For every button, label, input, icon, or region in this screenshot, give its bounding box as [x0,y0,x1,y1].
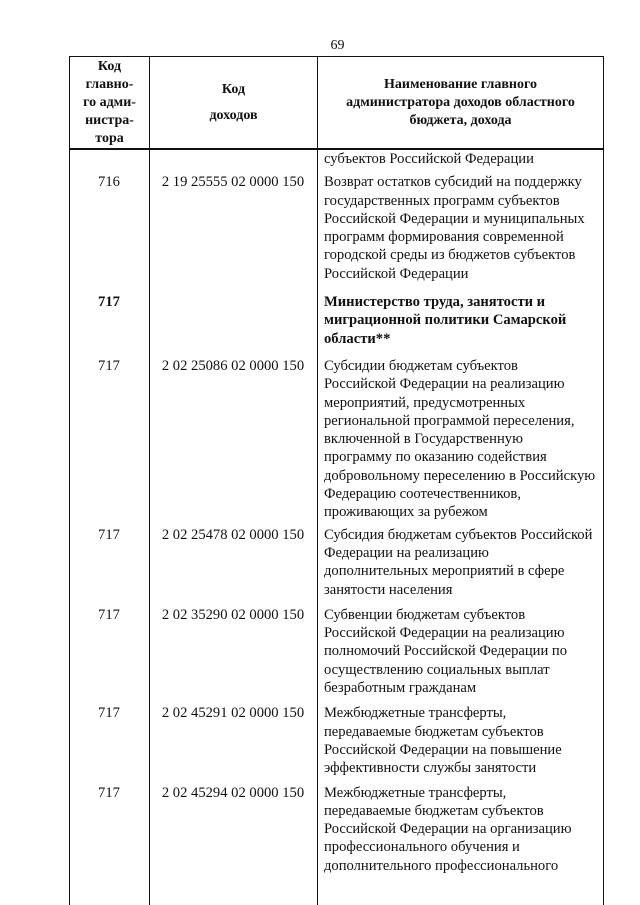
description-line: Министерство труда, занятости и [324,294,546,311]
page-number: 69 [330,38,345,53]
description-line: Российской Федерации на реализацию [324,376,565,393]
description-line: городской среды из бюджетов субъектов [324,247,576,264]
table-body [69,150,604,875]
income-code-cell: 2 02 35290 02 0000 150 [161,606,305,623]
description-line: мероприятий, предусмотренных [324,394,526,411]
description-line: Межбюджетные трансферты, [324,705,507,722]
description-line: осуществлению социальных выплат [324,661,550,678]
description-line: программ формирования современной [324,229,564,246]
admin-code-cell: 717 [98,357,120,374]
description-line: Возврат остатков субсидий на поддержку [324,174,582,191]
header-admin-line: нистра- [85,112,134,128]
income-code-cell: 2 02 25478 02 0000 150 [161,526,305,543]
table-row [69,293,604,348]
description-line: программу по оказанию содействия [324,449,547,466]
table-row [69,526,604,599]
header-income-line: Код [221,81,246,97]
table-row [69,150,604,168]
description-line: миграционной политики Самарской [324,312,567,329]
table-row [69,357,604,522]
header-income-line: доходов [209,107,258,123]
header-name [318,57,603,148]
description-cell [317,606,604,697]
admin-code-cell: 717 [98,784,120,801]
description-line: дополнительного профессионального [324,857,559,874]
admin-code-cell: 717 [98,526,120,543]
description-line: добровольному переселению в Российскую [324,467,596,484]
description-line: Субсидия бюджетам субъектов Российской [324,526,593,543]
description-line: передаваемые бюджетам субъектов [324,802,544,819]
table-row [69,173,604,283]
description-line: Российской Федерации [324,265,469,282]
description-line: Субсидии бюджетам субъектов [324,357,518,374]
description-line: Российской Федерации на повышение [324,741,562,758]
description-line: занятости населения [324,581,453,598]
description-cell [317,293,604,348]
header-admin-line: го адми- [83,94,136,110]
admin-code-cell: 717 [98,606,120,623]
header-name-line: бюджета, дохода [409,112,512,128]
description-cell [317,173,604,283]
description-cell [317,357,604,522]
admin-code-cell [69,150,149,168]
description-cell [317,526,604,599]
header-name-line: администратора доходов областного [346,94,575,110]
income-code-cell: 2 02 25086 02 0000 150 [161,357,305,374]
income-code-cell: 2 02 45291 02 0000 150 [161,705,305,722]
header-name-line: Наименование главного [384,76,537,92]
description-line: региональной программой переселения, [324,412,575,429]
description-line: государственных программ субъектов [324,192,560,209]
table-row [69,606,604,697]
description-line: области** [324,330,391,347]
table-row [69,784,604,875]
admin-code-cell: 717 [98,705,120,722]
header-admin-code [70,57,150,148]
table-header [69,56,604,150]
description-line: проживающих за рубежом [324,504,488,521]
description-line: включенной в Государственную [324,431,523,448]
description-cell [317,784,604,875]
description-cell [317,704,604,777]
table-row [69,704,604,777]
description-line: субъектов Российской Федерации [324,151,534,167]
description-line: Российской Федерации на реализацию [324,625,565,642]
admin-code-cell: 716 [98,174,120,191]
description-line: безработным гражданам [324,680,477,697]
description-line: передаваемые бюджетам субъектов [324,723,544,740]
header-admin-line: тора [95,130,124,146]
income-code-cell: 2 19 25555 02 0000 150 [161,174,305,191]
income-code-cell [149,150,317,168]
description-line: Межбюджетные трансферты, [324,784,507,801]
header-admin-line: Код [97,58,122,74]
description-line: Федерацию соотечественников, [324,486,521,503]
description-line: эффективности службы занятости [324,760,537,777]
income-code-cell [149,293,317,348]
description-cell [317,150,604,168]
description-line: Субвенции бюджетам субъектов [324,606,526,623]
description-line: профессионального обучения и [324,839,520,856]
description-line: Российской Федерации и муниципальных [324,210,585,227]
description-line: Федерации на реализацию [324,544,489,561]
header-admin-line: главно- [85,76,134,92]
header-income-code [150,57,318,148]
admin-code-cell: 717 [98,294,120,311]
income-code-cell: 2 02 45294 02 0000 150 [161,784,305,801]
description-line: полномочий Российской Федерации по [324,643,568,660]
description-line: Российской Федерации на организацию [324,821,572,838]
description-line: дополнительных мероприятий в сфере [324,563,565,580]
